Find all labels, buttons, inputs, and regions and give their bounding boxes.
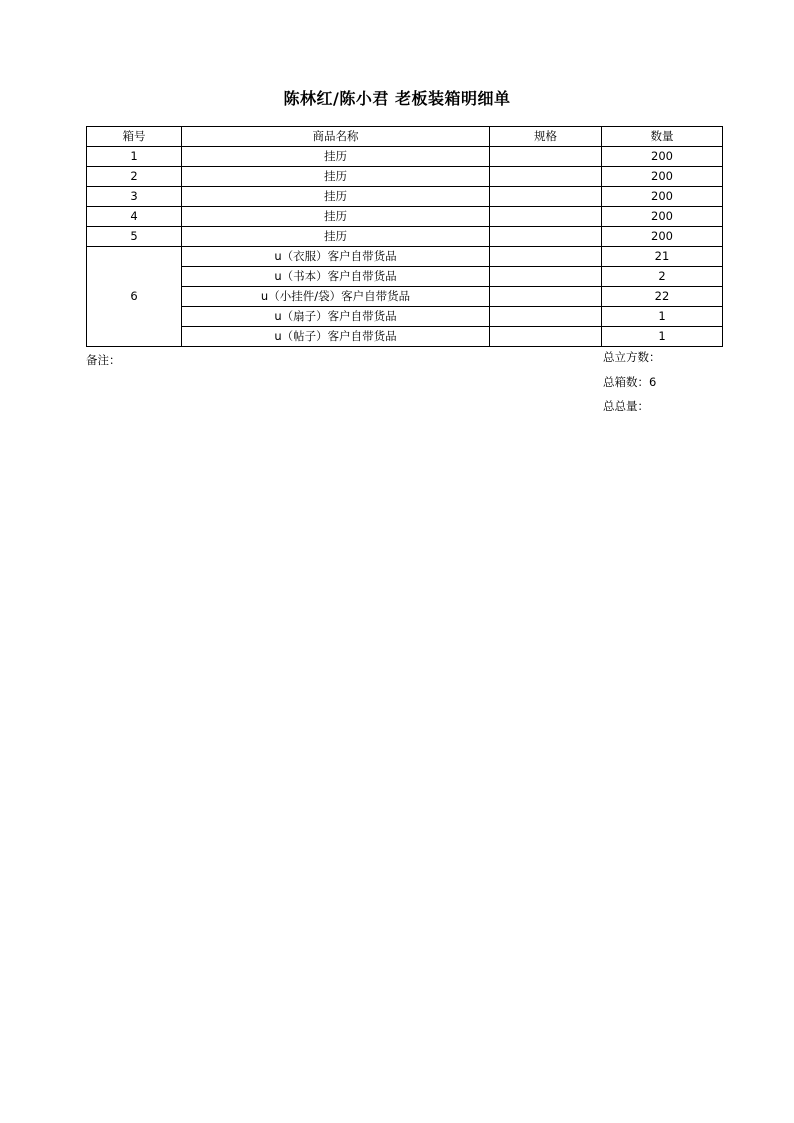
- cell-qty: 200: [602, 167, 723, 187]
- table-row: [87, 147, 723, 167]
- cell-name: u（书本）客户自带货品: [182, 267, 490, 287]
- table-row: [87, 187, 723, 207]
- cell-qty: 1: [602, 307, 723, 327]
- table-row: [87, 227, 723, 247]
- cell-box: 1: [87, 147, 182, 167]
- cell-qty: 200: [602, 227, 723, 247]
- cell-name: 挂历: [182, 147, 490, 167]
- cell-spec: [490, 147, 602, 167]
- cell-spec: [490, 167, 602, 187]
- document-title: 陈林红/陈小君 老板装箱明细单: [283, 89, 511, 108]
- cell-name: u（帖子）客户自带货品: [182, 327, 490, 347]
- table-row: [87, 207, 723, 227]
- cell-spec: [490, 267, 602, 287]
- cell-qty: 21: [602, 247, 723, 267]
- total-volume: [603, 349, 661, 365]
- packing-table: [86, 126, 723, 347]
- total-boxes-value: 6: [649, 375, 657, 389]
- header-product-name: 商品名称: [182, 127, 490, 147]
- total-weight-label: 总总量：: [603, 399, 649, 413]
- table-row: [87, 267, 723, 287]
- cell-qty: 200: [602, 147, 723, 167]
- cell-box: 2: [87, 167, 182, 187]
- cell-spec: [490, 227, 602, 247]
- cell-spec: [490, 207, 602, 227]
- remark-label: 备注：: [86, 353, 121, 367]
- table-header-row: [87, 127, 723, 147]
- table-row: [87, 167, 723, 187]
- cell-spec: [490, 247, 602, 267]
- cell-name: 挂历: [182, 167, 490, 187]
- cell-spec: [490, 307, 602, 327]
- cell-name: u（扇子）客户自带货品: [182, 307, 490, 327]
- cell-spec: [490, 327, 602, 347]
- cell-box-merged: 6: [87, 247, 182, 347]
- total-boxes-label: 总箱数：: [603, 375, 649, 389]
- cell-box: 3: [87, 187, 182, 207]
- table-row: [87, 307, 723, 327]
- table-row: [87, 327, 723, 347]
- cell-box: 4: [87, 207, 182, 227]
- cell-name: u（衣服）客户自带货品: [182, 247, 490, 267]
- table-row: [87, 247, 723, 267]
- cell-qty: 200: [602, 207, 723, 227]
- header-spec: 规格: [490, 127, 602, 147]
- total-weight: [603, 398, 649, 414]
- header-quantity: 数量: [602, 127, 723, 147]
- cell-qty: 2: [602, 267, 723, 287]
- total-boxes: [603, 374, 656, 390]
- table-row: [87, 287, 723, 307]
- cell-name: 挂历: [182, 187, 490, 207]
- cell-qty: 200: [602, 187, 723, 207]
- total-volume-label: 总立方数：: [603, 350, 661, 364]
- cell-name: 挂历: [182, 227, 490, 247]
- cell-spec: [490, 287, 602, 307]
- header-box-number: 箱号: [87, 127, 182, 147]
- cell-name: 挂历: [182, 207, 490, 227]
- cell-spec: [490, 187, 602, 207]
- cell-name: u（小挂件/袋）客户自带货品: [182, 287, 490, 307]
- cell-qty: 1: [602, 327, 723, 347]
- cell-qty: 22: [602, 287, 723, 307]
- cell-box: 5: [87, 227, 182, 247]
